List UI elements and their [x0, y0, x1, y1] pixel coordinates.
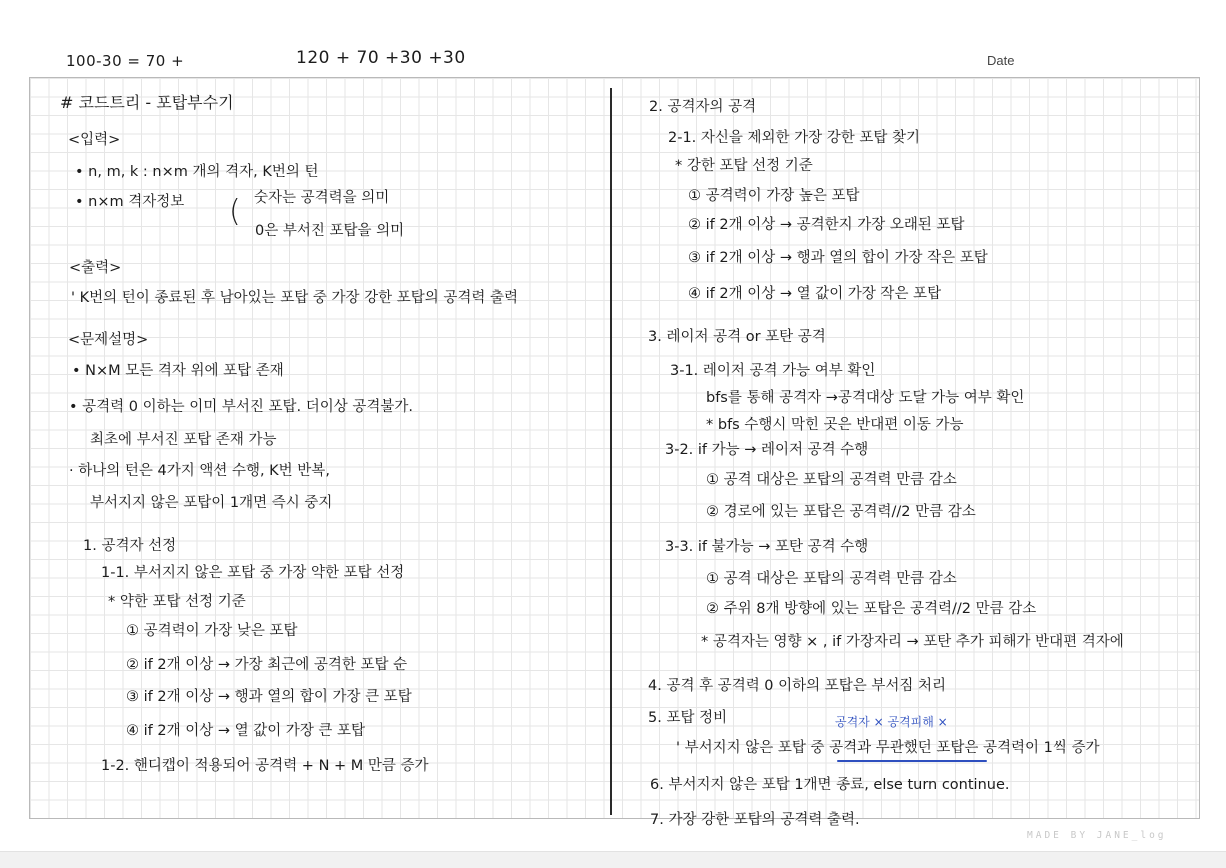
desc-line-3: · 하나의 턴은 4가지 액션 수행, K번 반복, [69, 463, 330, 479]
page-title: # 코드트리 - 포탑부수기 [60, 93, 234, 112]
step-2-criteria: * 강한 포탑 선정 기준 [675, 158, 813, 174]
step-5-1: ' 부서지지 않은 포탑 중 공격과 무관했던 포탑은 공격력이 1씩 증가 [676, 740, 1100, 756]
step-1-criteria: * 약한 포탑 선정 기준 [108, 594, 246, 610]
input-line-1: • n, m, k : n×m 개의 격자, K번의 턴 [75, 164, 319, 180]
annotation-underline [837, 760, 987, 762]
step-2-criterion-4: ④ if 2개 이상 → 열 값이 가장 작은 포탑 [688, 286, 942, 302]
step-2-criterion-3: ③ if 2개 이상 → 행과 열의 합이 가장 작은 포탑 [688, 250, 988, 266]
date-label: Date [987, 53, 1015, 68]
credit-watermark: MADE BY JANE_log [1027, 830, 1167, 841]
step-1-1: 1-1. 부서지지 않은 포탑 중 가장 약한 포탑 선정 [101, 565, 405, 581]
step-5-heading: 5. 포탑 정비 [648, 710, 728, 726]
step-3-1b: * bfs 수행시 막힌 곳은 반대편 이동 가능 [706, 417, 964, 433]
step-7: 7. 가장 강한 포탑의 공격력 출력. [650, 812, 860, 828]
output-heading: <출력> [69, 260, 122, 276]
step-2-criterion-2: ② if 2개 이상 → 공격한지 가장 오래된 포탑 [688, 217, 965, 233]
step-2-criterion-1: ① 공격력이 가장 높은 포탑 [688, 188, 860, 204]
desc-line-2: • 공격력 0 이하는 이미 부서진 포탑. 더이상 공격불가. [69, 399, 414, 415]
input-line-2a: 숫자는 공격력을 의미 [254, 190, 390, 206]
step-6: 6. 부서지지 않은 포탑 1개면 종료, else turn continue. [650, 777, 1010, 793]
input-line-2b: 0은 부서진 포탑을 의미 [255, 223, 405, 239]
output-line-1: ' K번의 턴이 종료된 후 남아있는 포탑 중 가장 강한 포탑의 공격력 출력 [71, 290, 518, 306]
step-3-heading: 3. 레이저 공격 or 포탄 공격 [648, 329, 826, 345]
step-1-criterion-1: ① 공격력이 가장 낮은 포탑 [126, 623, 298, 639]
step-3-3a: ① 공격 대상은 포탑의 공격력 만큼 감소 [706, 571, 957, 587]
step-1-criterion-4: ④ if 2개 이상 → 열 값이 가장 큰 포탑 [126, 723, 366, 739]
desc-line-3b: 부서지지 않은 포탑이 1개면 즉시 중지 [90, 495, 333, 511]
input-line-2: • n×m 격자정보 [75, 194, 185, 210]
desc-heading: <문제설명> [68, 332, 149, 348]
step-3-2b: ② 경로에 있는 포탑은 공격력//2 만큼 감소 [706, 504, 976, 520]
step-1-criterion-3: ③ if 2개 이상 → 행과 열의 합이 가장 큰 포탑 [126, 689, 412, 705]
step-2-1: 2-1. 자신을 제외한 가장 강한 포탑 찾기 [668, 130, 921, 146]
desc-line-2b: 최초에 부서진 포탑 존재 가능 [90, 432, 277, 448]
step-3-1a: bfs를 통해 공격자 →공격대상 도달 가능 여부 확인 [706, 390, 1025, 406]
calc-right: 120 + 70 +30 +30 [296, 48, 466, 68]
calc-left: 100-30 = 70 + [66, 52, 185, 70]
step-3-3: 3-3. if 불가능 → 포탄 공격 수행 [665, 539, 869, 555]
step-3-1: 3-1. 레이저 공격 가능 여부 확인 [670, 363, 876, 379]
step-3-3c: * 공격자는 영향 × , if 가장자리 → 포탄 추가 피해가 반대편 격자에 [701, 634, 1124, 650]
input-heading: <입력> [68, 132, 121, 148]
bottom-band [0, 851, 1226, 868]
step-1-2: 1-2. 핸디캡이 적용되어 공격력 + N + M 만큼 증가 [101, 758, 429, 774]
step-4: 4. 공격 후 공격력 0 이하의 포탑은 부서짐 처리 [648, 678, 947, 694]
brace-icon: ( [229, 194, 241, 229]
column-divider [610, 88, 612, 815]
step-3-3b: ② 주위 8개 방향에 있는 포탑은 공격력//2 만큼 감소 [706, 601, 1037, 617]
step-3-2: 3-2. if 가능 → 레이저 공격 수행 [665, 442, 869, 458]
annotation-note: 공격자 × 공격피해 × [835, 715, 948, 729]
desc-line-1: • N×M 모든 격자 위에 포탑 존재 [72, 363, 284, 379]
step-1-criterion-2: ② if 2개 이상 → 가장 최근에 공격한 포탑 순 [126, 657, 408, 673]
step-3-2a: ① 공격 대상은 포탑의 공격력 만큼 감소 [706, 472, 957, 488]
step-1-heading: 1. 공격자 선정 [83, 538, 177, 554]
step-2-heading: 2. 공격자의 공격 [649, 99, 757, 115]
